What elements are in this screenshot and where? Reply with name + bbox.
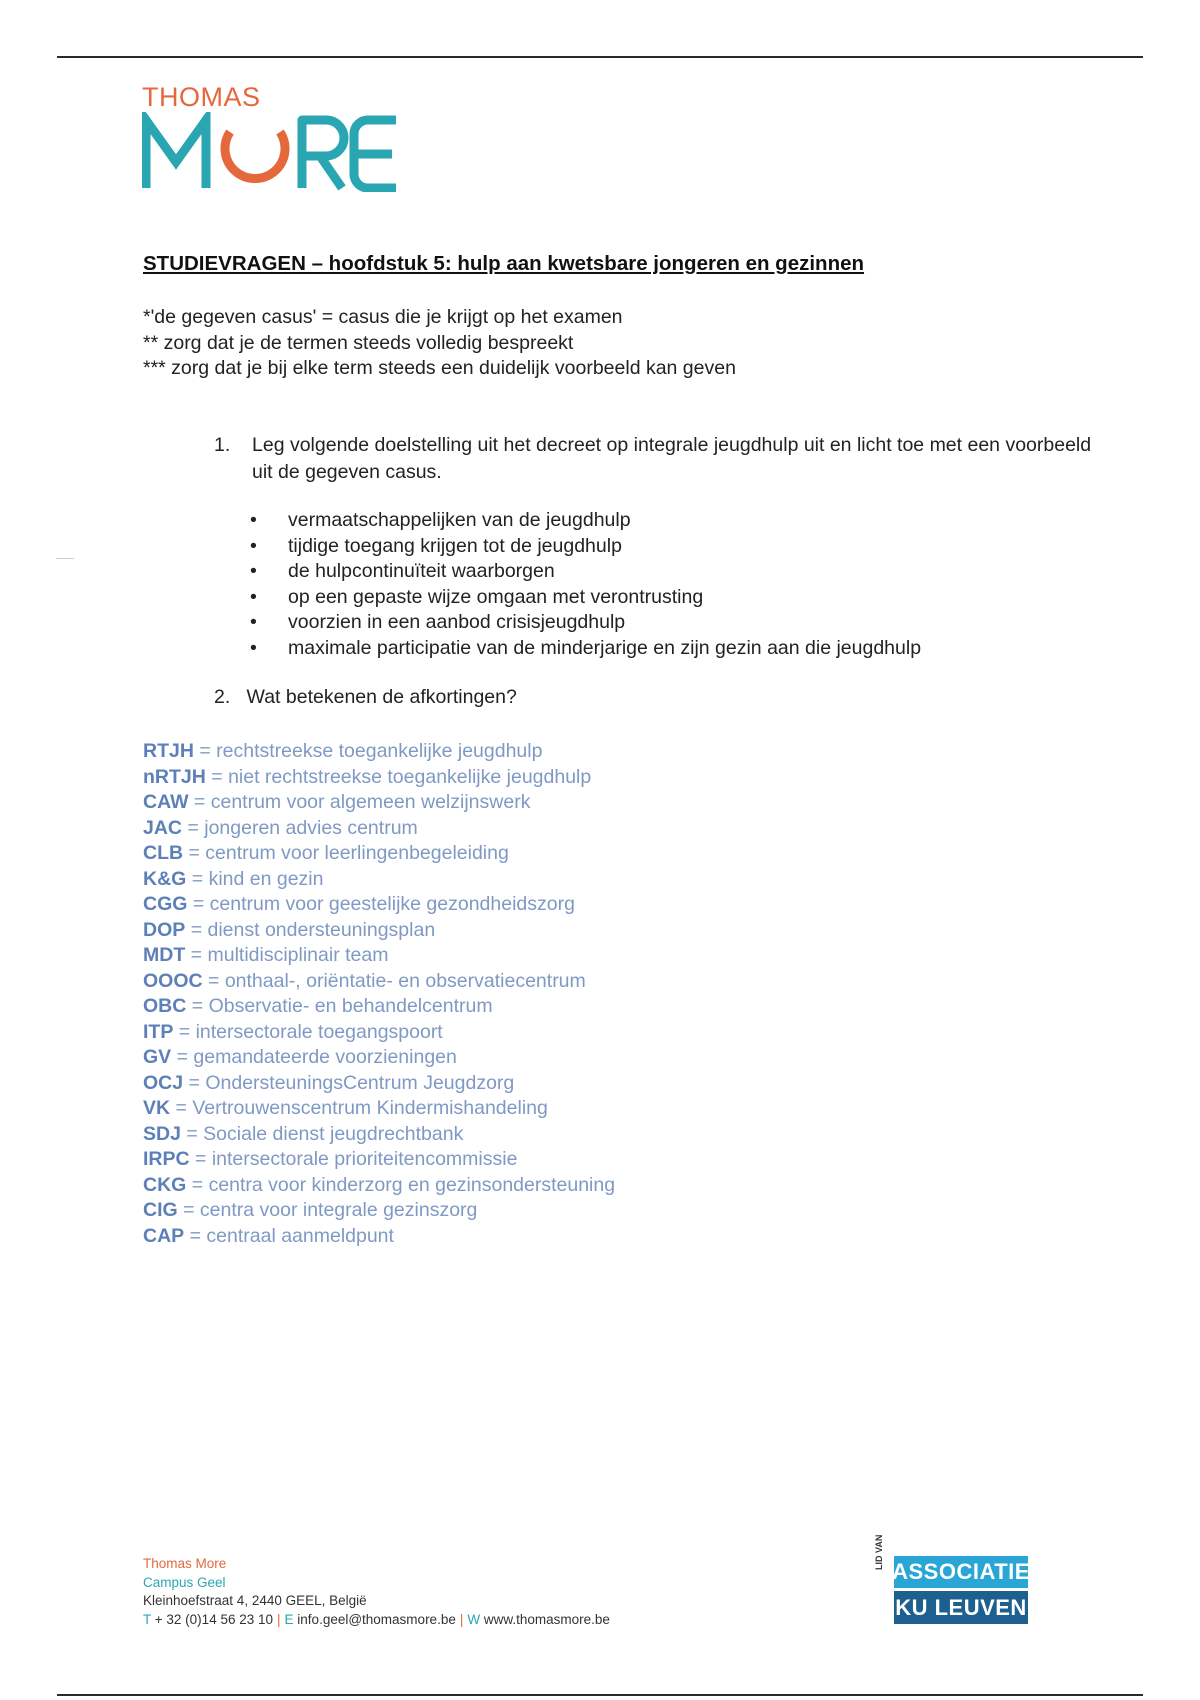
- footer-contact-line: [143, 1611, 610, 1630]
- abbreviation-list: [143, 739, 1043, 1249]
- abbreviation-meaning: = gemandateerde voorzieningen: [176, 1046, 457, 1068]
- lid-van-label: LID VAN: [874, 1534, 884, 1570]
- abbreviation-code: nRTJH: [143, 765, 206, 788]
- bullet-icon: •: [250, 611, 257, 633]
- abbreviation-row: [143, 867, 1043, 893]
- abbreviation-meaning: = Sociale dienst jeugdrechtbank: [186, 1122, 464, 1145]
- abbreviation-meaning: = intersectorale toegangspoort: [178, 1020, 443, 1043]
- list-item: • vermaatschappelijken van de jeugdhulp: [250, 508, 1100, 534]
- abbreviation-code: IRPC: [143, 1148, 190, 1170]
- assoc-line-2: KU LEUVEN: [894, 1591, 1028, 1624]
- logo-more-wordmark: [142, 112, 402, 192]
- note-line: *** zorg dat je bij elke term steeds een duidelijk voorbeeld kan geven: [143, 357, 736, 379]
- abbreviation-meaning: = rechtstreekse toegankelijke jeugdhulp: [199, 740, 543, 762]
- note-line: *'de gegeven casus' = casus die je krijgt op het examen: [143, 306, 623, 328]
- abbreviation-meaning: = Observatie- en behandelcentrum: [191, 995, 493, 1017]
- footer-email[interactable]: info.geel@thomasmore.be: [297, 1611, 456, 1627]
- bottom-rule: [57, 1694, 1143, 1696]
- abbreviation-meaning: = jongeren advies centrum: [187, 816, 418, 839]
- abbreviation-code: CGG: [143, 893, 188, 915]
- abbreviation-meaning: = niet rechtstreekse toegankelijke jeugdhulp: [211, 765, 592, 788]
- abbreviation-code: OBC: [143, 995, 187, 1017]
- question-2: [214, 686, 517, 709]
- abbreviation-row: [143, 816, 1043, 842]
- abbreviation-meaning: = centraal aanmeldpunt: [189, 1224, 394, 1247]
- notes: [143, 305, 1043, 382]
- separator: |: [277, 1611, 281, 1627]
- abbreviation-code: OOOC: [143, 969, 203, 992]
- question-text: Leg volgende doelstelling uit het decreet op integrale jeugdhulp uit en licht toe met een voorbeeld uit de gegeven casus.: [252, 434, 1092, 483]
- abbreviation-row: [143, 841, 1043, 867]
- objective-list: [250, 508, 1100, 661]
- abbreviation-code: SDJ: [143, 1122, 181, 1145]
- abbreviation-row: [143, 892, 1043, 918]
- bullet-icon: •: [250, 636, 257, 659]
- assoc-line-1: ASSOCIATIE: [894, 1556, 1028, 1588]
- logo-thomas-text: THOMAS: [142, 82, 261, 112]
- bullet-icon: •: [250, 585, 257, 608]
- abbreviation-meaning: = OndersteuningsCentrum Jeugdzorg: [188, 1071, 515, 1094]
- abbreviation-row: [143, 739, 1043, 765]
- separator: |: [459, 1611, 464, 1627]
- abbreviation-row: [143, 1096, 1043, 1122]
- abbreviation-meaning: = centrum voor algemeen welzijnswerk: [193, 791, 531, 813]
- abbreviation-meaning: = centra voor kinderzorg en gezinsondersteuning: [191, 1173, 616, 1196]
- question-1: [214, 432, 1094, 485]
- footer-phone: + 32 (0)14 56 23 10: [154, 1611, 273, 1627]
- abbreviation-row: [143, 765, 1043, 791]
- footer-org: Thomas More: [143, 1556, 227, 1571]
- abbreviation-row: [143, 969, 1043, 995]
- phone-label: T: [143, 1611, 152, 1627]
- abbreviation-row: [143, 1224, 1043, 1250]
- abbreviation-code: VK: [143, 1097, 171, 1119]
- abbreviation-row: [143, 790, 1043, 816]
- abbreviation-meaning: = kind en gezin: [191, 867, 324, 890]
- bullet-icon: •: [250, 560, 257, 582]
- web-label: W: [467, 1611, 481, 1627]
- list-item: • op een gepaste wijze omgaan met verontrusting: [250, 585, 1100, 611]
- footer-address: Kleinhoefstraat 4, 2440 GEEL, België: [143, 1593, 367, 1608]
- list-item: • tijdige toegang krijgen tot de jeugdhulp: [250, 534, 1100, 560]
- abbreviation-row: [143, 1147, 1043, 1173]
- question-text: Wat betekenen de afkortingen?: [246, 686, 517, 708]
- list-item: • voorzien in een aanbod crisisjeugdhulp: [250, 610, 1100, 636]
- abbreviation-meaning: = dienst ondersteuningsplan: [190, 918, 436, 941]
- abbreviation-code: CKG: [143, 1173, 187, 1196]
- abbreviation-row: [143, 1122, 1043, 1148]
- abbreviation-meaning: = centra voor integrale gezinszorg: [183, 1199, 478, 1221]
- associatie-ku-leuven-logo: [872, 1534, 1057, 1626]
- abbreviation-meaning: = Vertrouwenscentrum Kindermishandeling: [175, 1097, 548, 1119]
- abbreviation-meaning: = centrum voor geestelijke gezondheidszorg: [192, 893, 575, 915]
- abbreviation-code: CAW: [143, 791, 189, 813]
- abbreviation-meaning: = multidisciplinair team: [190, 944, 389, 966]
- page-title: STUDIEVRAGEN – hoofdstuk 5: hulp aan kwetsbare jongeren en gezinnen: [143, 252, 865, 275]
- abbreviation-code: RTJH: [143, 740, 194, 762]
- bullet-icon: •: [250, 534, 257, 557]
- footer-campus: Campus Geel: [143, 1574, 226, 1590]
- note-line: ** zorg dat je de termen steeds volledig bespreekt: [143, 331, 574, 354]
- footer-contact: [143, 1555, 610, 1629]
- abbreviation-row: [143, 994, 1043, 1020]
- abbreviation-code: CAP: [143, 1224, 185, 1247]
- abbreviation-code: ITP: [143, 1020, 174, 1043]
- question-number: 2.: [214, 686, 231, 708]
- abbreviation-meaning: = intersectorale prioriteitencommissie: [195, 1148, 518, 1170]
- abbreviation-row: [143, 1198, 1043, 1224]
- abbreviation-meaning: = centrum voor leerlingenbegeleiding: [188, 842, 509, 864]
- abbreviation-row: [143, 1045, 1043, 1071]
- abbreviation-code: MDT: [143, 944, 186, 966]
- question-number: 1.: [214, 434, 231, 456]
- top-rule: [57, 56, 1143, 58]
- abbreviation-code: K&G: [143, 867, 187, 890]
- footer-website[interactable]: www.thomasmore.be: [483, 1611, 610, 1627]
- abbreviation-code: DOP: [143, 918, 186, 941]
- abbreviation-row: [143, 1020, 1043, 1046]
- list-item: • de hulpcontinuïteit waarborgen: [250, 559, 1100, 585]
- abbreviation-code: GV: [143, 1046, 172, 1068]
- abbreviation-code: JAC: [143, 816, 183, 839]
- abbreviation-row: [143, 918, 1043, 944]
- abbreviation-row: [143, 1173, 1043, 1199]
- margin-mark: [56, 558, 74, 559]
- abbreviation-row: [143, 943, 1043, 969]
- abbreviation-code: OCJ: [143, 1071, 184, 1094]
- email-label: E: [284, 1611, 294, 1627]
- list-item: • maximale participatie van de minderjarige en zijn gezin aan die jeugdhulp: [250, 636, 1100, 662]
- abbreviation-code: CLB: [143, 842, 184, 864]
- abbreviation-row: [143, 1071, 1043, 1097]
- thomas-more-logo: [142, 82, 402, 192]
- abbreviation-meaning: = onthaal-, oriëntatie- en observatiecentrum: [208, 969, 586, 992]
- bullet-icon: •: [250, 509, 257, 531]
- abbreviation-code: CIG: [143, 1199, 178, 1221]
